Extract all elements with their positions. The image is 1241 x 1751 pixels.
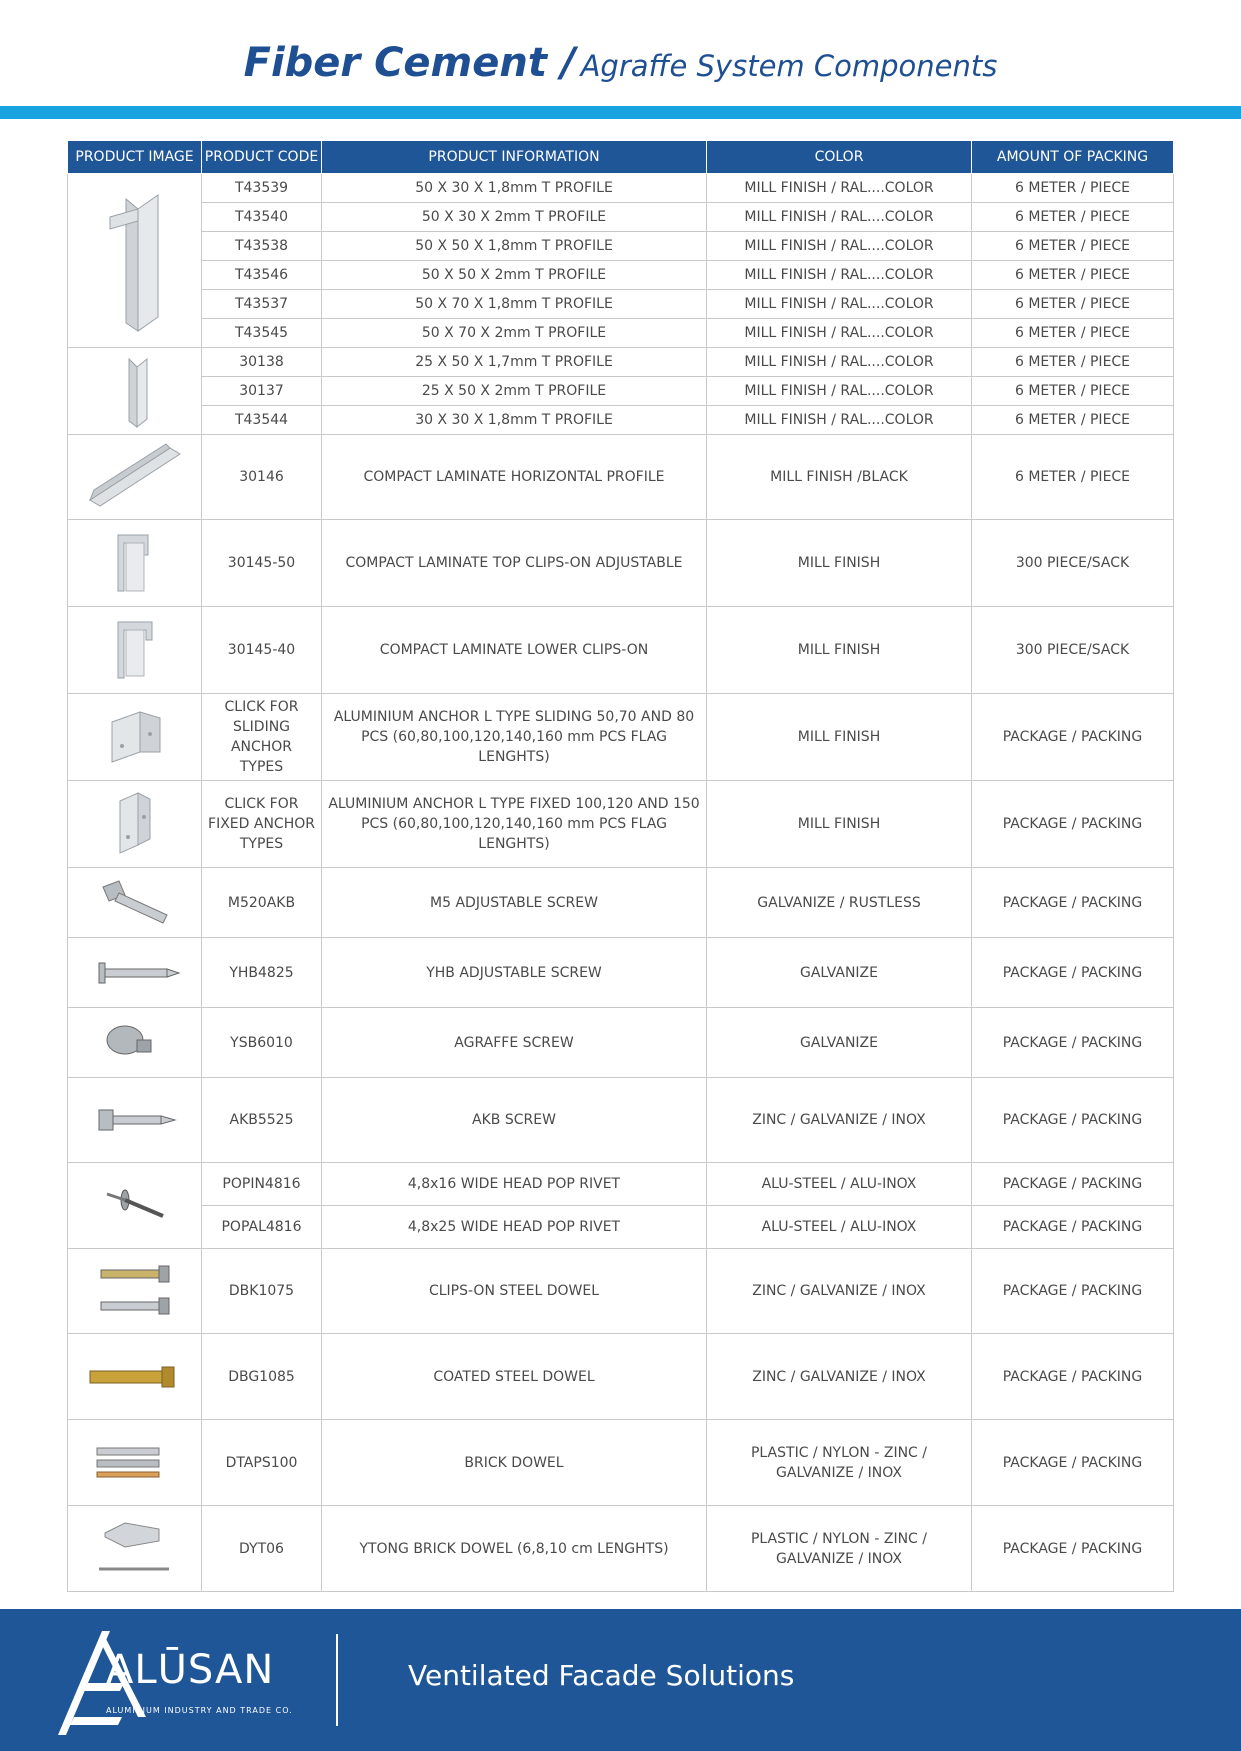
product-packing: 6 METER / PIECE	[972, 174, 1174, 203]
header-product-code: PRODUCT CODE	[202, 141, 322, 174]
brand-tagline: ALUMINIUM INDUSTRY AND TRADE CO.	[106, 1706, 293, 1715]
m5-screw-image	[68, 868, 202, 938]
table-row	[68, 1078, 1174, 1163]
horizontal-profile-icon	[80, 442, 190, 512]
product-packing: 6 METER / PIECE	[972, 377, 1174, 406]
pop-rivet-image	[68, 1163, 202, 1249]
product-color: GALVANIZE / RUSTLESS	[707, 868, 972, 938]
product-color: MILL FINISH / RAL....COLOR	[707, 406, 972, 435]
table-row	[68, 174, 1174, 203]
small-t-profile-icon	[105, 351, 165, 431]
brick-dowel-icon	[85, 1438, 185, 1488]
product-packing: PACKAGE / PACKING	[972, 1420, 1174, 1506]
product-info: COMPACT LAMINATE TOP CLIPS-ON ADJUSTABLE	[322, 520, 707, 607]
table-row	[68, 1506, 1174, 1592]
product-color: ZINC / GALVANIZE / INOX	[707, 1249, 972, 1334]
table-row	[68, 694, 1174, 781]
table-row	[68, 1163, 1174, 1206]
product-info: M5 ADJUSTABLE SCREW	[322, 868, 707, 938]
product-info: 4,8x25 WIDE HEAD POP RIVET	[322, 1206, 707, 1249]
product-info: 50 X 30 X 2mm T PROFILE	[322, 203, 707, 232]
components-table	[67, 140, 1174, 1592]
ytong-dowel-icon	[85, 1511, 185, 1587]
product-code: T43544	[202, 406, 322, 435]
product-color: GALVANIZE	[707, 1008, 972, 1078]
product-info: 25 X 50 X 2mm T PROFILE	[322, 377, 707, 406]
yhb-screw-icon	[85, 953, 185, 993]
fixed-anchor-icon	[90, 787, 180, 861]
product-info: 30 X 30 X 1,8mm T PROFILE	[322, 406, 707, 435]
product-code: T43538	[202, 232, 322, 261]
ytong-dowel-image	[68, 1506, 202, 1592]
title-accent-bar	[0, 106, 1241, 119]
product-packing: 6 METER / PIECE	[972, 435, 1174, 520]
product-code: 30145-50	[202, 520, 322, 607]
sliding-anchor-image	[68, 694, 202, 781]
header-product-information: PRODUCT INFORMATION	[322, 141, 707, 174]
product-info: 50 X 70 X 1,8mm T PROFILE	[322, 290, 707, 319]
product-color: MILL FINISH	[707, 694, 972, 781]
product-packing: PACKAGE / PACKING	[972, 1506, 1174, 1592]
product-info: COATED STEEL DOWEL	[322, 1334, 707, 1420]
table-row	[68, 406, 1174, 435]
product-color: MILL FINISH / RAL....COLOR	[707, 319, 972, 348]
fixed-anchor-image	[68, 781, 202, 868]
product-packing: 300 PIECE/SACK	[972, 607, 1174, 694]
table-row	[68, 868, 1174, 938]
header-amount-of-packing: AMOUNT OF PACKING	[972, 141, 1174, 174]
table-row	[68, 1008, 1174, 1078]
product-info: ALUMINIUM ANCHOR L TYPE SLIDING 50,70 AND 80 PCS (60,80,100,120,140,160 mm PCS FLAG LENGHTS)	[322, 694, 707, 781]
product-code: T43545	[202, 319, 322, 348]
product-info: AGRAFFE SCREW	[322, 1008, 707, 1078]
table-row	[68, 435, 1174, 520]
product-code: T43546	[202, 261, 322, 290]
product-color: MILL FINISH / RAL....COLOR	[707, 203, 972, 232]
product-packing: PACKAGE / PACKING	[972, 868, 1174, 938]
table-row	[68, 203, 1174, 232]
table-row	[68, 232, 1174, 261]
product-color: MILL FINISH / RAL....COLOR	[707, 377, 972, 406]
product-packing: 6 METER / PIECE	[972, 203, 1174, 232]
product-packing: PACKAGE / PACKING	[972, 1334, 1174, 1420]
product-packing: PACKAGE / PACKING	[972, 781, 1174, 868]
page-title	[0, 40, 1241, 86]
product-packing: PACKAGE / PACKING	[972, 1078, 1174, 1163]
anchor-link-sliding[interactable]: CLICK FOR SLIDING ANCHOR TYPES	[202, 694, 322, 781]
product-packing: 300 PIECE/SACK	[972, 520, 1174, 607]
product-color: PLASTIC / NYLON - ZINC / GALVANIZE / INOX	[707, 1420, 972, 1506]
table-row	[68, 1249, 1174, 1334]
product-code: 30137	[202, 377, 322, 406]
product-packing: 6 METER / PIECE	[972, 406, 1174, 435]
product-color: MILL FINISH	[707, 607, 972, 694]
table-row	[68, 1334, 1174, 1420]
small-t-profile-image	[68, 348, 202, 435]
product-info: 25 X 50 X 1,7mm T PROFILE	[322, 348, 707, 377]
product-info: 50 X 50 X 2mm T PROFILE	[322, 261, 707, 290]
product-color: MILL FINISH / RAL....COLOR	[707, 232, 972, 261]
top-clips-icon	[90, 525, 180, 601]
anchor-link-fixed[interactable]: CLICK FOR FIXED ANCHOR TYPES	[202, 781, 322, 868]
product-info: AKB SCREW	[322, 1078, 707, 1163]
product-code: POPAL4816	[202, 1206, 322, 1249]
product-color: PLASTIC / NYLON - ZINC / GALVANIZE / INOX	[707, 1506, 972, 1592]
lower-clips-image	[68, 607, 202, 694]
coated-steel-dowel-image	[68, 1334, 202, 1420]
product-packing: PACKAGE / PACKING	[972, 1008, 1174, 1078]
product-info: 50 X 30 X 1,8mm T PROFILE	[322, 174, 707, 203]
product-packing: 6 METER / PIECE	[972, 348, 1174, 377]
product-color: ALU-STEEL / ALU-INOX	[707, 1163, 972, 1206]
top-clips-image	[68, 520, 202, 607]
product-code: DTAPS100	[202, 1420, 322, 1506]
product-color: GALVANIZE	[707, 938, 972, 1008]
product-code: M520AKB	[202, 868, 322, 938]
table-row	[68, 261, 1174, 290]
product-code: AKB5525	[202, 1078, 322, 1163]
table-row	[68, 290, 1174, 319]
product-code: YSB6010	[202, 1008, 322, 1078]
product-packing: 6 METER / PIECE	[972, 319, 1174, 348]
product-color: MILL FINISH / RAL....COLOR	[707, 290, 972, 319]
product-info: CLIPS-ON STEEL DOWEL	[322, 1249, 707, 1334]
product-info: COMPACT LAMINATE LOWER CLIPS-ON	[322, 607, 707, 694]
agraffe-screw-image	[68, 1008, 202, 1078]
table-row	[68, 781, 1174, 868]
product-info: COMPACT LAMINATE HORIZONTAL PROFILE	[322, 435, 707, 520]
pop-rivet-icon	[85, 1176, 185, 1236]
product-packing: PACKAGE / PACKING	[972, 1163, 1174, 1206]
product-color: ZINC / GALVANIZE / INOX	[707, 1334, 972, 1420]
product-packing: 6 METER / PIECE	[972, 261, 1174, 290]
table-row	[68, 938, 1174, 1008]
lower-clips-icon	[90, 612, 180, 688]
product-packing: PACKAGE / PACKING	[972, 1206, 1174, 1249]
table-row	[68, 607, 1174, 694]
akb-screw-icon	[85, 1100, 185, 1140]
product-color: MILL FINISH	[707, 781, 972, 868]
product-info: YTONG BRICK DOWEL (6,8,10 cm LENGHTS)	[322, 1506, 707, 1592]
product-info: ALUMINIUM ANCHOR L TYPE FIXED 100,120 AND 150 PCS (60,80,100,120,140,160 mm PCS FLAG LENGHTS)	[322, 781, 707, 868]
product-color: MILL FINISH / RAL....COLOR	[707, 348, 972, 377]
table-row	[68, 377, 1174, 406]
product-code: T43537	[202, 290, 322, 319]
header-product-image: PRODUCT IMAGE	[68, 141, 202, 174]
product-packing: 6 METER / PIECE	[972, 232, 1174, 261]
header-color: COLOR	[707, 141, 972, 174]
coated-steel-dowel-icon	[80, 1357, 190, 1397]
product-info: 50 X 50 X 1,8mm T PROFILE	[322, 232, 707, 261]
clips-steel-dowel-image	[68, 1249, 202, 1334]
footer-divider	[336, 1634, 338, 1726]
product-info: 4,8x16 WIDE HEAD POP RIVET	[322, 1163, 707, 1206]
product-info: BRICK DOWEL	[322, 1420, 707, 1506]
clips-steel-dowel-icon	[85, 1256, 185, 1326]
brick-dowel-image	[68, 1420, 202, 1506]
product-info: YHB ADJUSTABLE SCREW	[322, 938, 707, 1008]
product-color: MILL FINISH	[707, 520, 972, 607]
product-packing: PACKAGE / PACKING	[972, 938, 1174, 1008]
product-color: MILL FINISH /BLACK	[707, 435, 972, 520]
sliding-anchor-icon	[90, 702, 180, 772]
table-row	[68, 1206, 1174, 1249]
table-header-row	[68, 141, 1174, 174]
product-code: T43540	[202, 203, 322, 232]
product-code: T43539	[202, 174, 322, 203]
product-color: MILL FINISH / RAL....COLOR	[707, 261, 972, 290]
product-code: 30145-40	[202, 607, 322, 694]
table-row	[68, 520, 1174, 607]
product-code: POPIN4816	[202, 1163, 322, 1206]
akb-screw-image	[68, 1078, 202, 1163]
horizontal-profile-image	[68, 435, 202, 520]
product-packing: 6 METER / PIECE	[972, 290, 1174, 319]
footer-slogan: Ventilated Facade Solutions	[408, 1659, 795, 1692]
m5-screw-icon	[85, 875, 185, 931]
product-color: ZINC / GALVANIZE / INOX	[707, 1078, 972, 1163]
product-info: 50 X 70 X 2mm T PROFILE	[322, 319, 707, 348]
product-code: 30146	[202, 435, 322, 520]
t-profile-icon	[80, 181, 190, 341]
t-profile-image	[68, 174, 202, 348]
table-row	[68, 1420, 1174, 1506]
product-code: DYT06	[202, 1506, 322, 1592]
footer	[0, 1609, 1241, 1751]
product-color: MILL FINISH / RAL....COLOR	[707, 174, 972, 203]
yhb-screw-image	[68, 938, 202, 1008]
brand-name: ALŪSAN	[106, 1647, 275, 1693]
table-row	[68, 348, 1174, 377]
product-code: DBK1075	[202, 1249, 322, 1334]
product-color: ALU-STEEL / ALU-INOX	[707, 1206, 972, 1249]
product-code: 30138	[202, 348, 322, 377]
product-code: YHB4825	[202, 938, 322, 1008]
product-packing: PACKAGE / PACKING	[972, 1249, 1174, 1334]
page-title-sub: Agraffe System Components	[580, 49, 998, 83]
product-packing: PACKAGE / PACKING	[972, 694, 1174, 781]
agraffe-screw-icon	[85, 1018, 185, 1068]
product-code: DBG1085	[202, 1334, 322, 1420]
page-title-main: Fiber Cement /	[243, 40, 576, 86]
table-row	[68, 319, 1174, 348]
